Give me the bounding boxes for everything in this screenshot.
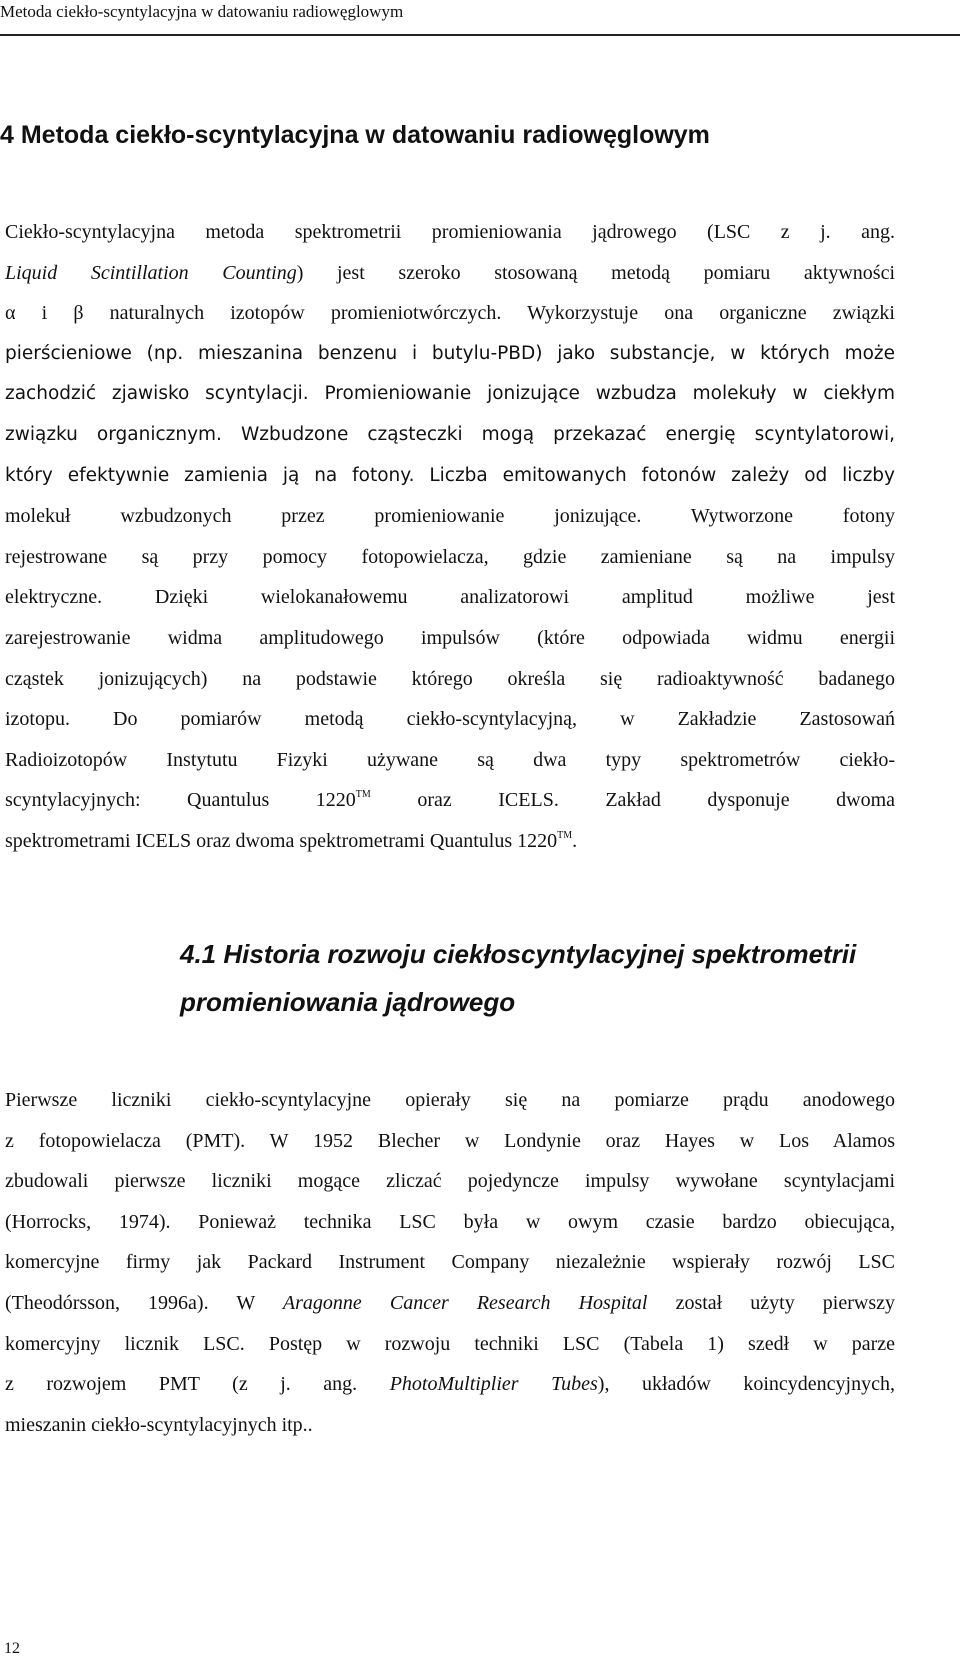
text-line: zbudowali pierwsze liczniki mogące zliczać pojedyncze impulsy wywołane scyntylacjami [5,1170,895,1193]
header-rule [0,34,960,36]
text-line: molekuł wzbudzonych przez promieniowanie jonizujące. Wytworzone fotony [5,505,895,528]
text-line: z rozwojem PMT (z j. ang. PhotoMultiplier Tubes), układów koincydencyjnych, [5,1373,895,1396]
text-line: rejestrowane są przy pomocy fotopowielacza, gdzie zamieniane są na impulsy [5,545,895,568]
text-line: mieszanin ciekło-scyntylacyjnych itp.. [5,1413,313,1436]
paragraph-intro [5,212,895,862]
italic-term: Liquid Scintillation Counting [5,261,297,284]
italic-term: PhotoMultiplier Tubes [389,1373,598,1396]
trademark-mark: TM [355,789,371,801]
page-number: 12 [4,1640,20,1657]
paragraph-history [5,1080,895,1445]
text-line: Liquid Scintillation Counting) jest szeroko stosowaną metodą pomiaru aktywności [5,261,896,284]
text-line: (Horrocks, 1974). Ponieważ technika LSC była w owym czasie bardzo obiecująca, [5,1210,895,1233]
text-line: spektrometrami ICELS oraz dwoma spektrometrami Quantulus 1220™. [5,829,578,852]
text-line: Ciekło-scyntylacyjna metoda spektrometrii promieniowania jądrowego (LSC z j. ang. [5,221,895,243]
text-line: α i β naturalnych izotopów promieniotwórczych. Wykorzystuje ona organiczne związki [5,302,895,325]
trademark-mark: TM [557,829,573,841]
section-heading-line: promieniowania jądrowego [180,987,516,1017]
section-heading [180,930,900,1026]
text-line: komercyjne firmy jak Packard Instrument Company niezależnie wspierały rozwój LSC [5,1251,895,1274]
text-line: komercyjny licznik LSC. Postęp w rozwoju techniki LSC (Tabela 1) szedł w parze [5,1332,895,1355]
text-line: izotopu. Do pomiarów metodą ciekło-scyntylacyjną, w Zakładzie Zastosowań [5,708,895,731]
text-line: zachodzić zjawisko scyntylacji. Promieniowanie jonizujące wzbudza molekuły w ciekłym [5,383,895,405]
italic-term: Aragonne Cancer Research Hospital [282,1291,648,1314]
running-header: Metoda ciekło-scyntylacyjna w datowaniu radiowęglowym [0,2,404,21]
text-line: (Theodórsson, 1996a). W Aragonne Cancer Research Hospital został użyty pierwszy [5,1291,896,1314]
text-line: z fotopowielacza (PMT). W 1952 Blecher w Londynie oraz Hayes w Los Alamos [5,1129,895,1152]
text-line: cząstek jonizujących) na podstawie którego określa się radioaktywność badanego [5,667,895,690]
text-line: zarejestrowanie widma amplitudowego impulsów (które odpowiada widmu energii [5,626,895,649]
text-line: który efektywnie zamienia ją na fotony. Liczba emitowanych fotonów zależy od liczby [5,464,895,486]
text-line: związku organicznym. Wzbudzone cząsteczki mogą przekazać energię scyntylatorowi, [5,423,895,445]
text-line: Radioizotopów Instytutu Fizyki używane są dwa typy spektrometrów ciekło- [5,748,895,771]
text-line: Pierwsze liczniki ciekło-scyntylacyjne opierały się na pomiarze prądu anodowego [5,1089,895,1111]
text-line: elektryczne. Dzięki wielokanałowemu analizatorowi amplitud możliwe jest [5,586,895,609]
text-line: pierścieniowe (np. mieszanina benzenu i butylu-PBD) jako substancje, w których może [5,342,895,364]
text-line: scyntylacyjnych: Quantulus 1220™ oraz ICELS. Zakład dysponuje dwoma [5,789,896,812]
chapter-title: 4 Metoda ciekło-scyntylacyjna w datowaniu radiowęglowym [0,121,710,149]
section-heading-line: 4.1 Historia rozwoju ciekłoscyntylacyjnej spektrometrii [180,939,857,969]
